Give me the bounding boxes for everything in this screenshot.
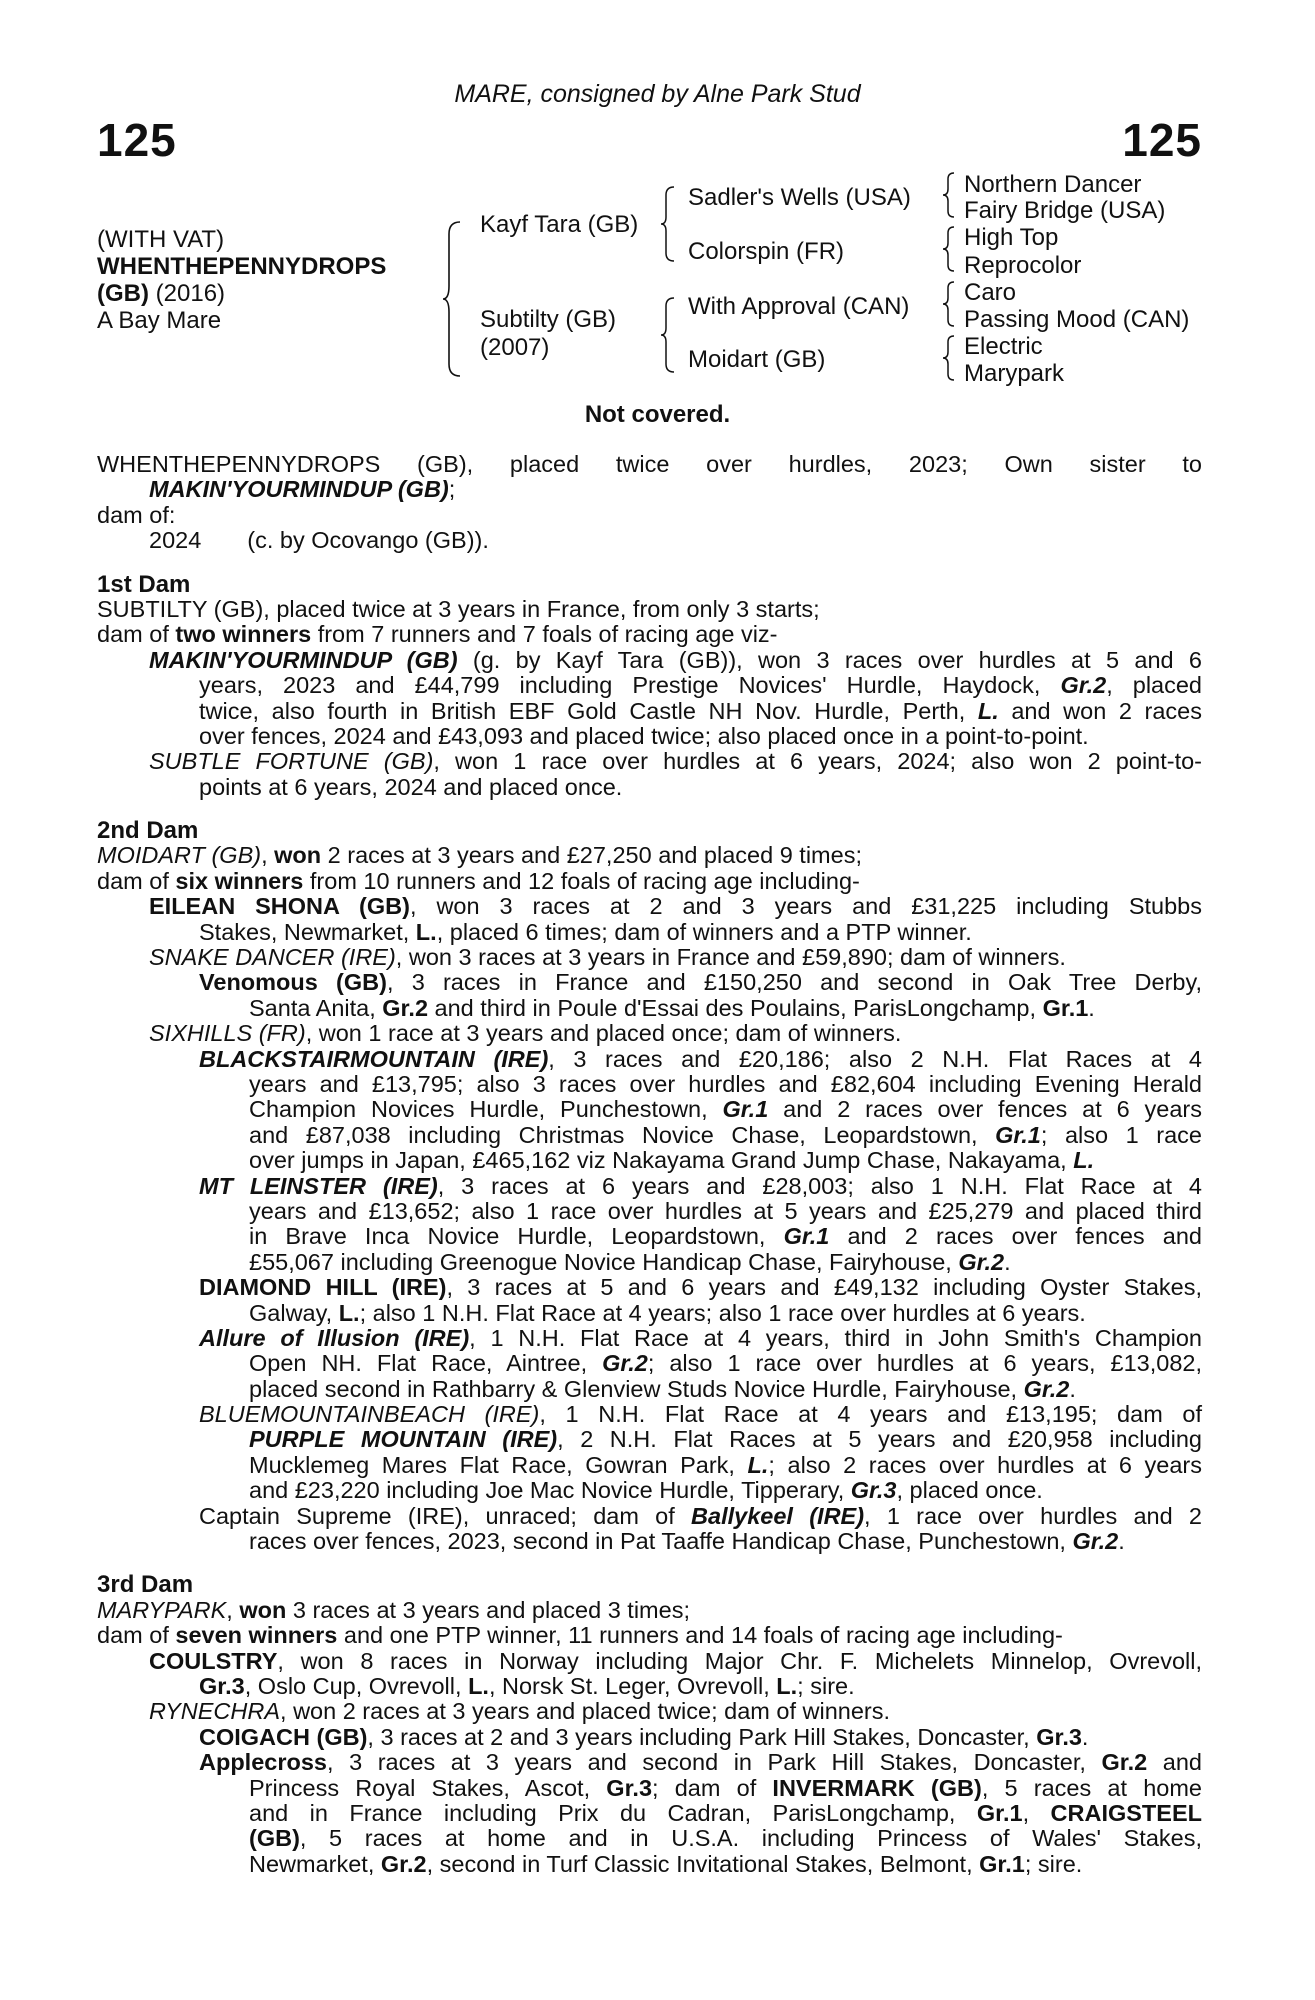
grade: Gr.2 — [602, 1350, 648, 1377]
produce-line — [97, 1453, 1202, 1478]
produce-line — [97, 894, 1202, 919]
t: ; also 1 race over hurdles at 6 years, £13,082, — [647, 1350, 1202, 1377]
produce-line — [97, 996, 1202, 1021]
produce-line — [97, 1427, 1202, 1452]
horse-country: (GB) — [97, 280, 149, 307]
intro-sister-line — [97, 477, 1202, 502]
t: Galway, — [249, 1299, 339, 1326]
t: , won 1 race over hurdles at 6 years, 2024; also won 2 point-to- — [433, 748, 1203, 775]
produce-line — [97, 1402, 1202, 1427]
second-dam-line — [97, 843, 1202, 868]
t: years, 2023 and £44,799 including Prestige Novices' Hurdle, Haydock, — [199, 672, 1061, 699]
t: Captain Supreme (IRE), unraced; dam of — [199, 1502, 692, 1529]
produce-line — [97, 1275, 1202, 1300]
t: £55,067 including Greenogue Novice Handicap Chase, Fairyhouse, — [249, 1248, 959, 1275]
t: won — [239, 1596, 287, 1623]
t: , 3 races at 5 and 6 years and £49,132 including Oyster Stakes, — [446, 1274, 1202, 1301]
t: Santa Anita, — [249, 994, 383, 1021]
produce-line — [97, 1649, 1202, 1674]
ggp-5: Caro — [964, 279, 1017, 306]
produce-line — [97, 1674, 1202, 1699]
produce-line — [97, 1776, 1202, 1801]
t: 2 races at 3 years and £27,250 and placed 9 times; — [321, 842, 862, 869]
dam-name: Subtilty (GB) — [480, 306, 617, 333]
t: from 10 runners and 12 foals of racing age including- — [303, 867, 860, 894]
t: , 1 N.H. Flat Race at 4 years, third in John Smith's Champion — [469, 1324, 1202, 1351]
t: , second in Turf Classic Invitational Stakes, Belmont, — [426, 1850, 980, 1877]
t: races over fences, 2023, second in Pat Taaffe Handicap Chase, Punchestown, — [249, 1528, 1073, 1555]
horse-description: A Bay Mare — [97, 307, 222, 334]
not-covered-note: Not covered. — [584, 401, 731, 428]
horse: DIAMOND HILL (IRE) — [199, 1274, 447, 1301]
produce-line — [97, 1301, 1202, 1326]
horse: SNAKE DANCER (IRE) — [149, 944, 396, 971]
t: , 2 N.H. Flat Races at 5 years and £20,958 including — [557, 1426, 1202, 1453]
grade: Gr.2 — [1101, 1749, 1148, 1776]
t: in Brave Inca Novice Hurdle, Leopardstown, — [249, 1223, 784, 1250]
horse: BLACKSTAIRMOUNTAIN (IRE) — [199, 1045, 549, 1072]
third-dam-heading: 3rd Dam — [97, 1571, 194, 1599]
grade: Gr.3 — [606, 1774, 653, 1801]
produce-line — [97, 1097, 1202, 1122]
intro-produce-line — [97, 528, 1202, 553]
ggp-4: Reprocolor — [964, 252, 1082, 279]
produce-line — [97, 1377, 1202, 1402]
t: , 3 races at 2 and 3 years including Park Hill Stakes, Doncaster, — [367, 1723, 1037, 1750]
t: , Norsk St. Leger, Ovrevoll, — [488, 1672, 777, 1699]
produce-line — [97, 1504, 1202, 1529]
produce-line — [97, 1123, 1202, 1148]
t: . — [1069, 1375, 1076, 1402]
produce-line — [97, 1326, 1202, 1351]
ggp-2: Fairy Bridge (USA) — [964, 197, 1166, 224]
grade: Gr.3 — [199, 1672, 245, 1699]
produce-desc: (c. by Ocovango (GB)). — [247, 527, 489, 554]
grade: Gr.2 — [382, 994, 429, 1021]
horse: COULSTRY — [149, 1647, 278, 1674]
grade: Gr.2 — [1060, 672, 1107, 699]
horse: MOIDART (GB) — [97, 842, 262, 869]
horse: SIXHILLS (FR) — [149, 1020, 306, 1047]
sire-name: Kayf Tara (GB) — [480, 211, 639, 238]
horse: SUBTLE FORTUNE (GB) — [149, 748, 434, 775]
t: . — [1081, 1723, 1089, 1750]
t: , placed 6 times; dam of winners and a PTP winner. — [436, 918, 972, 945]
t: (g. by Kayf Tara (GB)), won 3 races over hurdles at 5 and 6 — [457, 646, 1202, 673]
t: , won 2 races at 3 years and placed twice; dam of winners. — [280, 1698, 891, 1725]
t: , won 8 races in Norway including Major Chr. F. Michelets Minnelop, Ovrevoll, — [277, 1647, 1202, 1674]
t: , placed once. — [896, 1477, 1043, 1504]
t: Open NH. Flat Race, Aintree, — [249, 1350, 603, 1377]
grade: Gr.2 — [1072, 1528, 1119, 1555]
horse: EILEAN SHONA (GB) — [149, 893, 410, 920]
t: . — [1088, 994, 1095, 1021]
t: , won 3 races at 3 years in France and £59,890; dam of winners. — [395, 944, 1066, 971]
t: Champion Novices Hurdle, Punchestown, — [249, 1096, 723, 1123]
lot-number-right: 125 — [1122, 114, 1202, 166]
t: and 2 races over fences at 6 years — [768, 1096, 1202, 1123]
t: Newmarket, — [249, 1850, 381, 1877]
t: and in France including Prix du Cadran, ParisLongchamp, — [249, 1799, 977, 1826]
t: , 1 race over hurdles and 2 — [864, 1502, 1202, 1529]
t: and — [1147, 1749, 1202, 1776]
grade: L. — [776, 1672, 798, 1699]
t: , 5 races at home — [981, 1774, 1202, 1801]
t: 3 races at 3 years and placed 3 times; — [286, 1596, 690, 1623]
pedigree-brace-g1 — [942, 171, 956, 219]
horse-country-year — [97, 280, 225, 307]
t: ; also 1 race — [1040, 1121, 1202, 1148]
grade: Gr.1 — [783, 1223, 830, 1250]
t: ; also 2 races over hurdles at 6 years — [768, 1451, 1202, 1478]
horse-year: (2016) — [148, 280, 226, 307]
produce-line: over fences, 2024 and £43,093 and placed twice; also placed once in a point-to-point. — [199, 722, 1089, 749]
sister-name: MAKIN'YOURMINDUP (GB) — [149, 476, 449, 503]
produce-line — [97, 749, 1202, 774]
t: over jumps in Japan, £465,162 viz Nakayama Grand Jump Chase, Nakayama, — [249, 1147, 1074, 1174]
t: and 2 races over fences and — [829, 1223, 1202, 1250]
grade: Gr.1 — [995, 1121, 1041, 1148]
sire-dam: Colorspin (FR) — [688, 238, 845, 265]
t: , — [226, 1596, 240, 1623]
dam-sire: With Approval (CAN) — [688, 293, 910, 320]
grade: Gr.2 — [1023, 1375, 1070, 1402]
ggp-7: Electric — [964, 333, 1043, 360]
t: Mucklemeg Mares Flat Race, Gowran Park, — [249, 1451, 748, 1478]
produce-line: years and £13,795; also 3 races over hurdles and £82,604 including Evening Herald — [249, 1070, 1202, 1097]
produce-line — [97, 1826, 1202, 1851]
t: , won 3 races at 2 and 3 years and £31,225 including Stubbs — [409, 893, 1202, 920]
horse: Venomous (GB) — [199, 969, 387, 996]
ggp-1: Northern Dancer — [964, 171, 1142, 198]
consignor-line: MARE, consigned by Alne Park Stud — [454, 80, 861, 108]
second-dam-produce — [97, 869, 1202, 894]
pedigree-brace-g2 — [942, 225, 956, 273]
produce-line — [97, 1725, 1202, 1750]
pedigree-brace-main — [442, 220, 462, 378]
t: , — [1022, 1799, 1051, 1826]
horse: RYNECHRA — [149, 1698, 281, 1725]
first-dam-produce — [97, 622, 1202, 647]
t: Stakes, Newmarket, — [199, 918, 416, 945]
grade: Gr.3 — [850, 1477, 897, 1504]
produce-line: points at 6 years, 2024 and placed once. — [199, 773, 623, 800]
pedigree-brace-g4 — [942, 334, 956, 382]
horse: Applecross — [199, 1749, 327, 1776]
horse: MAKIN'YOURMINDUP (GB) — [149, 646, 458, 673]
t: , 3 races at 6 years and £28,003; also 1 N.H. Flat Race at 4 — [437, 1172, 1202, 1199]
horse: INVERMARK (GB) — [772, 1774, 982, 1801]
grade: L. — [747, 1451, 769, 1478]
produce-line — [97, 1801, 1202, 1826]
t: six winners — [175, 867, 304, 894]
grade: L. — [415, 918, 437, 945]
pedigree-brace-dam — [660, 296, 676, 374]
catalogue-body — [97, 452, 1202, 1877]
produce-line — [97, 970, 1202, 995]
produce-line — [97, 699, 1202, 724]
first-dam-heading: 1st Dam — [97, 570, 191, 598]
grade: L. — [1073, 1147, 1095, 1174]
horse: BLUEMOUNTAINBEACH (IRE) — [199, 1401, 540, 1428]
t: ; also 1 N.H. Flat Race at 4 years; also 1 race over hurdles at 6 years. — [359, 1299, 1086, 1326]
produce-line: years and £13,652; also 1 race over hurdles at 5 years and £25,279 and placed third — [249, 1197, 1202, 1224]
grade: Gr.1 — [1042, 994, 1089, 1021]
produce-year: 2024 — [149, 527, 202, 554]
punct: ; — [448, 476, 456, 503]
t: , placed — [1106, 672, 1202, 699]
t: ; sire. — [1024, 1850, 1083, 1877]
dam-year: (2007) — [480, 334, 550, 361]
produce-line — [97, 1224, 1202, 1249]
ggp-3: High Top — [964, 224, 1059, 251]
t: , 1 N.H. Flat Race at 4 years and £13,195; dam of — [539, 1401, 1202, 1428]
ggp-6: Passing Mood (CAN) — [964, 306, 1190, 333]
t: , Oslo Cup, Ovrevoll, — [244, 1672, 469, 1699]
produce-line — [97, 1351, 1202, 1376]
produce-line — [97, 1529, 1202, 1554]
third-dam-produce — [97, 1623, 1202, 1648]
t: , — [261, 842, 275, 869]
produce-line — [97, 673, 1202, 698]
lot-number-left: 125 — [97, 114, 177, 166]
t: seven winners — [175, 1622, 338, 1649]
t: dam of — [97, 867, 176, 894]
dam-dam: Moidart (GB) — [688, 346, 826, 373]
produce-line — [97, 648, 1202, 673]
grade: Gr.3 — [1036, 1723, 1082, 1750]
horse: MT LEINSTER (IRE) — [199, 1172, 438, 1199]
ggp-8: Marypark — [964, 360, 1065, 387]
produce-line — [97, 1021, 1202, 1046]
produce-line — [97, 920, 1202, 945]
horse-name: WHENTHEPENNYDROPS — [97, 253, 387, 280]
t: , 5 races at home and in U.S.A. including Princess of Wales' Stakes, — [299, 1825, 1202, 1852]
t: two winners — [175, 621, 312, 648]
t: and won 2 races — [998, 697, 1202, 724]
second-dam-heading: 2nd Dam — [97, 817, 199, 845]
produce-line — [97, 1148, 1202, 1173]
t: , won 1 race at 3 years and placed once; dam of winners. — [305, 1020, 902, 1047]
t: dam of — [97, 1622, 176, 1649]
horse: Allure of Illusion (IRE) — [199, 1324, 470, 1351]
produce-line — [97, 1478, 1202, 1503]
horse: COIGACH (GB) — [199, 1723, 368, 1750]
t: . — [1004, 1248, 1011, 1275]
t: placed second in Rathbarry & Glenview Studs Novice Hurdle, Fairyhouse, — [249, 1375, 1024, 1402]
produce-line — [97, 1852, 1202, 1877]
t: . — [1118, 1528, 1125, 1555]
t: , 3 races in France and £150,250 and second in Oak Tree Derby, — [386, 969, 1203, 996]
pedigree-brace-sire — [660, 185, 676, 263]
grade: L. — [338, 1299, 360, 1326]
first-dam-line: SUBTILTY (GB), placed twice at 3 years in France, from only 3 starts; — [97, 595, 820, 622]
horse: (GB) — [249, 1825, 300, 1852]
produce-line — [97, 945, 1202, 970]
intro-dam-of: dam of: — [97, 501, 176, 528]
t: twice, also fourth in British EBF Gold Castle NH Nov. Hurdle, Perth, — [199, 697, 978, 724]
grade: Gr.2 — [958, 1248, 1005, 1275]
grade: Gr.1 — [722, 1096, 769, 1123]
horse: MARYPARK — [97, 1596, 227, 1623]
produce-line — [97, 1750, 1202, 1775]
grade: Gr.1 — [976, 1799, 1023, 1826]
t: won — [274, 842, 322, 869]
produce-line — [97, 1250, 1202, 1275]
horse: CRAIGSTEEL — [1050, 1799, 1202, 1826]
t: and £87,038 including Christmas Novice Chase, Leopardstown, — [249, 1121, 996, 1148]
produce-line — [97, 1174, 1202, 1199]
t: and £23,220 including Joe Mac Novice Hurdle, Tipperary, — [249, 1477, 851, 1504]
grade: L. — [977, 697, 999, 724]
horse: PURPLE MOUNTAIN (IRE) — [249, 1426, 558, 1453]
t: Princess Royal Stakes, Ascot, — [249, 1774, 607, 1801]
grade: Gr.1 — [979, 1850, 1025, 1877]
grade: L. — [468, 1672, 489, 1699]
t: and third in Poule d'Essai des Poulains, ParisLongchamp, — [428, 994, 1043, 1021]
grade: Gr.2 — [380, 1850, 427, 1877]
t: , 3 races and £20,186; also 2 N.H. Flat Races at 4 — [548, 1045, 1202, 1072]
t: , 3 races at 3 years and second in Park Hill Stakes, Doncaster, — [327, 1749, 1102, 1776]
t: dam of — [97, 621, 176, 648]
t: ; sire. — [797, 1672, 855, 1699]
t: and one PTP winner, 11 runners and 14 foals of racing age including- — [337, 1622, 1063, 1649]
t: ; dam of — [652, 1774, 773, 1801]
produce-line — [97, 1699, 1202, 1724]
produce-line — [97, 1047, 1202, 1072]
third-dam-line — [97, 1598, 1202, 1623]
horse: Ballykeel (IRE) — [691, 1502, 865, 1529]
vat-note: (WITH VAT) — [97, 226, 225, 253]
t: from 7 runners and 7 foals of racing age viz- — [311, 621, 778, 648]
sire-sire: Sadler's Wells (USA) — [688, 184, 911, 211]
pedigree-brace-g3 — [942, 280, 956, 328]
intro-line: WHENTHEPENNYDROPS (GB), placed twice over hurdles, 2023; Own sister to — [97, 451, 1202, 477]
